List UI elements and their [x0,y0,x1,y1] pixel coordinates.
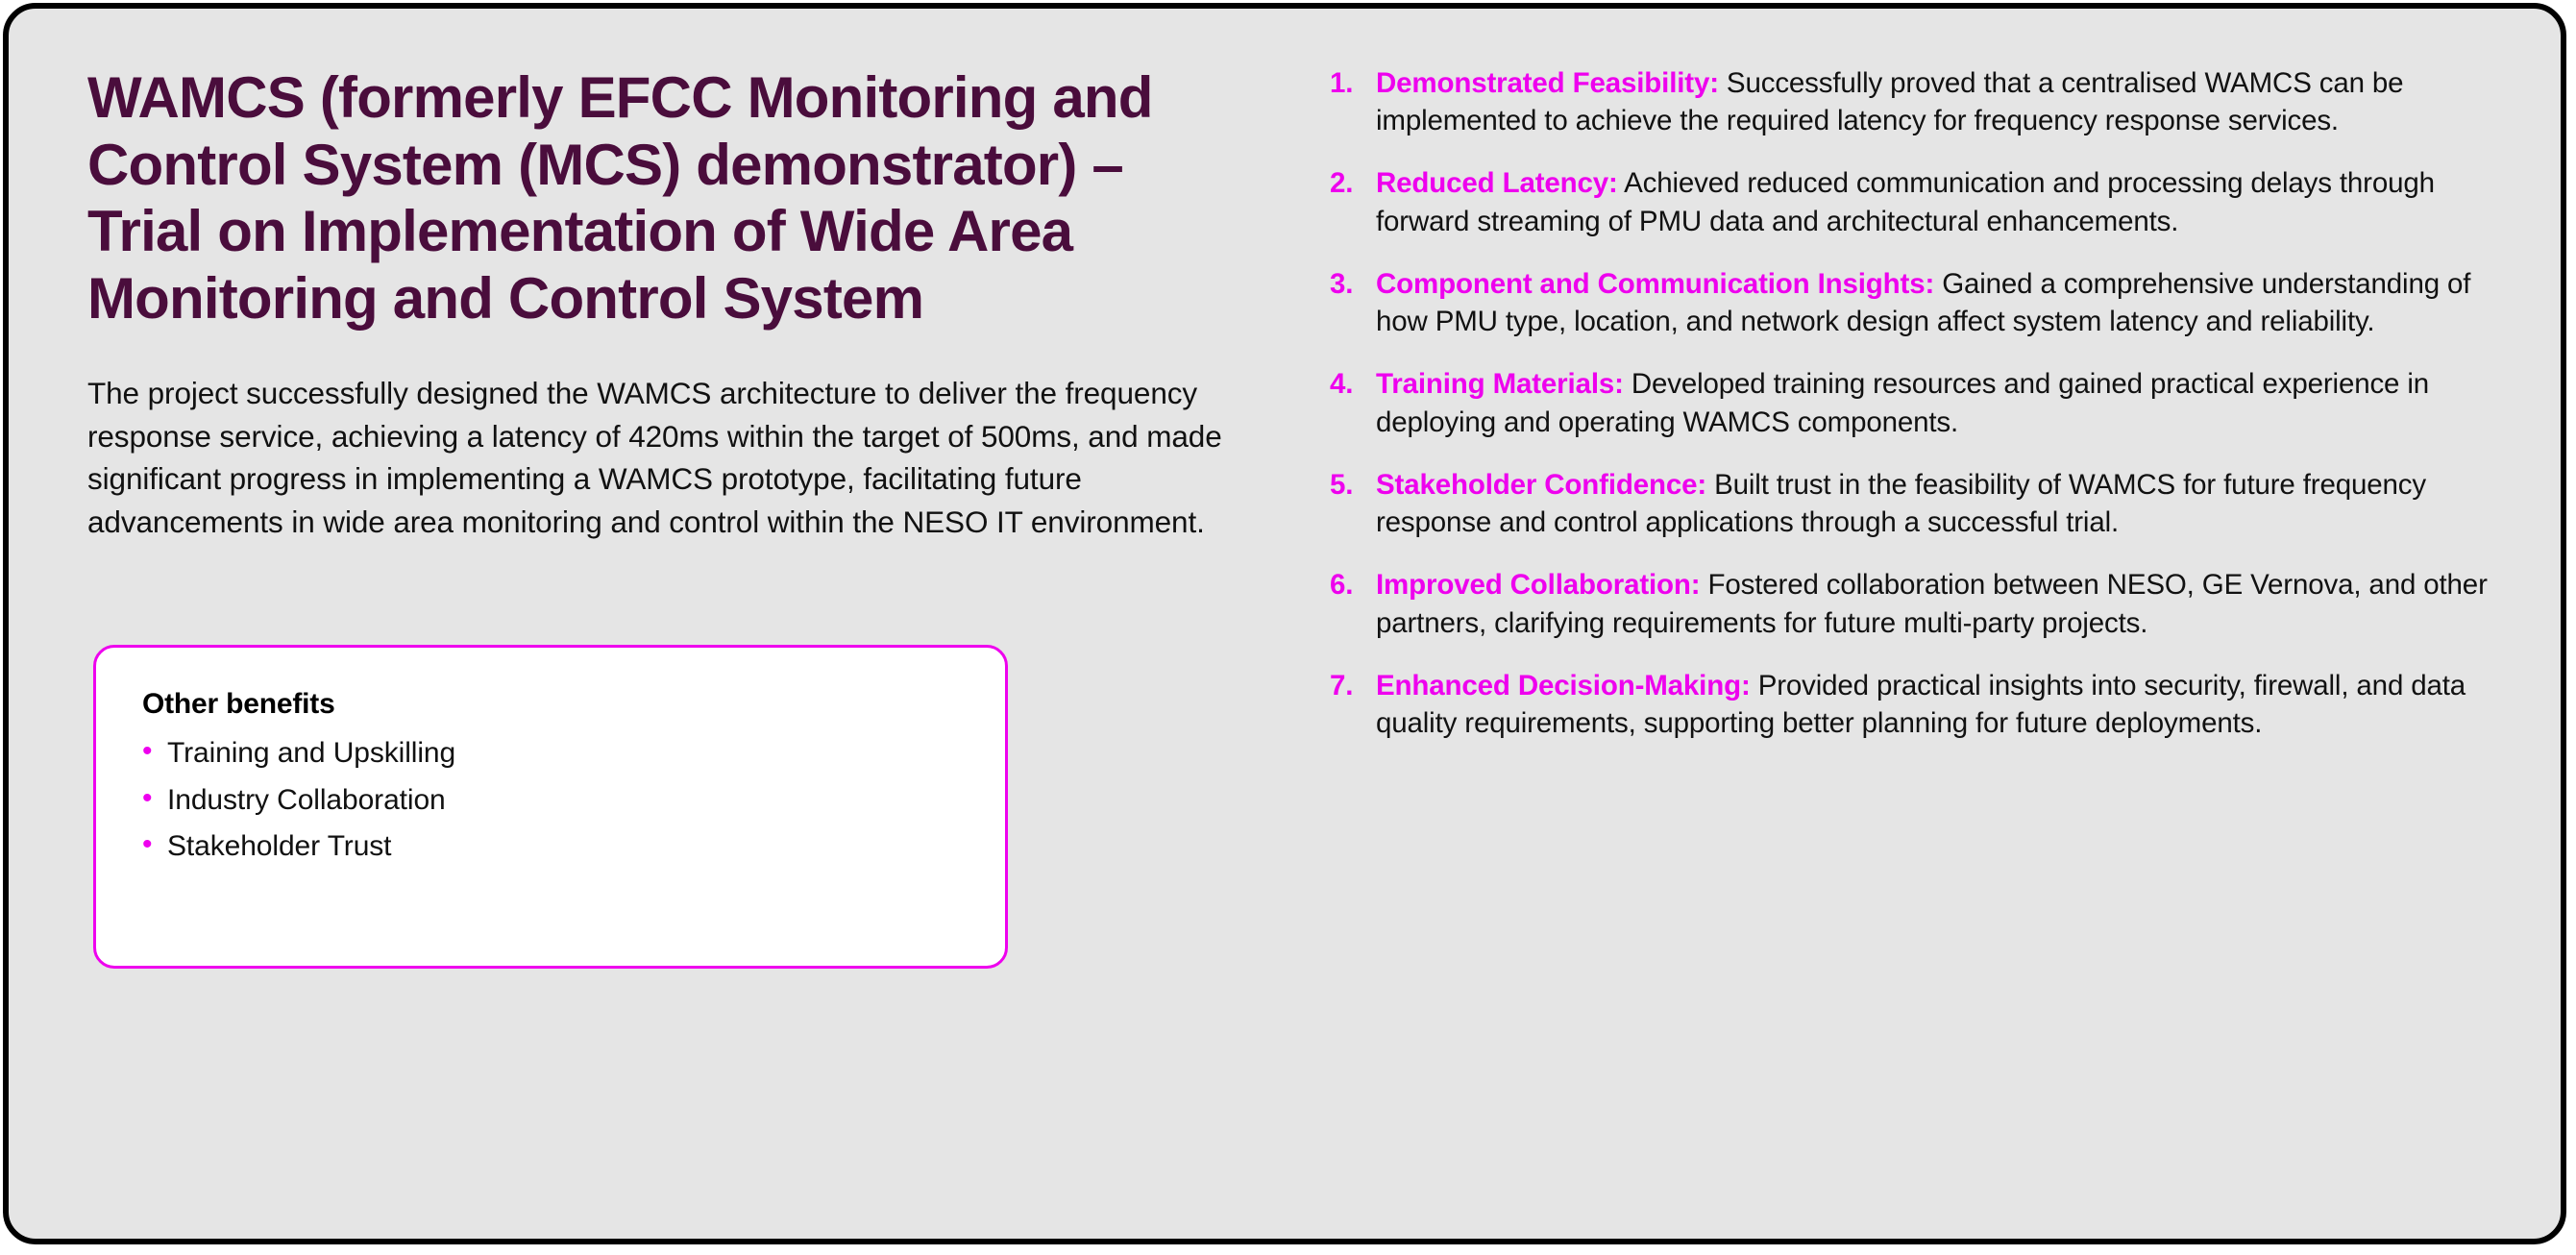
outcomes-list [1330,64,2492,742]
outcome-text: Provided practical insights into security, firewall, and data quality requirements, supporting better planning for future deployments. [1376,669,2466,740]
outcome-heading: Stakeholder Confidence: [1376,468,1707,501]
outcome-body [1376,64,2492,139]
outcome-item [1330,64,2492,139]
intro-paragraph: The project successfully designed the WAMCS architecture to deliver the frequency response service, achieving a latency of 420ms within the target of 500ms, and made significant progress in implementing a WAMCS prototype, facilitating future advancements in wide area monitoring and control within the NESO IT environment. [87,376,1222,539]
outcome-body [1376,365,2492,440]
slide-frame [3,3,2566,1244]
outcome-text: Developed training resources and gained practical experience in deploying and operating WAMCS components. [1376,368,2430,438]
benefit-list-item [142,781,1005,821]
outcome-body [1376,667,2492,742]
outcome-item [1330,265,2492,340]
outcome-body [1376,265,2492,340]
benefit-label: Training and Upskilling [167,737,456,769]
bullet-icon: • [142,781,153,814]
other-benefits-card [93,645,1008,969]
outcome-text: Gained a comprehensive understanding of how PMU type, location, and network design affect system latency and reliability. [1376,267,2471,338]
outcome-item [1330,566,2492,641]
outcome-heading: Improved Collaboration: [1376,569,1701,602]
outcome-number: 5. [1330,468,1354,501]
benefit-label: Industry Collaboration [167,783,446,816]
outcome-heading: Enhanced Decision-Making: [1376,669,1751,701]
outcome-number: 6. [1330,569,1354,602]
outcome-heading: Reduced Latency: [1376,167,1618,200]
page-title: WAMCS (formerly EFCC Monitoring and Control System (MCS) demonstrator) – Trial on Implementation of Wide Area Monitoring and Control System [87,65,1153,331]
outcome-body [1376,164,2492,239]
outcome-body [1376,566,2492,641]
outcome-item [1330,466,2492,541]
outcome-text: Successfully proved that a centralised WAMCS can be implemented to achieve the required latency for frequency response services. [1376,67,2404,137]
outcome-heading: Component and Communication Insights: [1376,267,1935,300]
outcome-item [1330,667,2492,742]
benefit-list-item [142,734,1005,774]
outcome-heading: Training Materials: [1376,368,1624,401]
left-column [87,64,1231,574]
outcome-text: Fostered collaboration between NESO, GE Vernova, and other partners, clarifying requirements for future multi-party projects. [1376,569,2488,639]
outcome-text: Achieved reduced communication and processing delays through forward streaming of PMU data and architectural enhancements. [1376,167,2435,237]
outcome-number: 2. [1330,167,1354,200]
outcome-heading: Demonstrated Feasibility: [1376,67,1719,99]
outcome-item [1330,365,2492,440]
benefit-list-item [142,827,1005,867]
outcome-item [1330,164,2492,239]
other-benefits-title: Other benefits [142,688,335,720]
outcome-body [1376,466,2492,541]
outcome-number: 4. [1330,368,1354,401]
outcome-number: 7. [1330,669,1354,701]
benefit-label: Stakeholder Trust [167,830,392,862]
outcome-number: 3. [1330,267,1354,300]
content-columns [9,9,2561,1239]
bullet-icon: • [142,735,153,767]
other-benefits-list [142,734,1005,867]
outcome-number: 1. [1330,67,1354,99]
outcome-text: Built trust in the feasibility of WAMCS for future frequency response and control applications through a successful trial. [1376,468,2426,539]
bullet-icon: • [142,828,153,860]
